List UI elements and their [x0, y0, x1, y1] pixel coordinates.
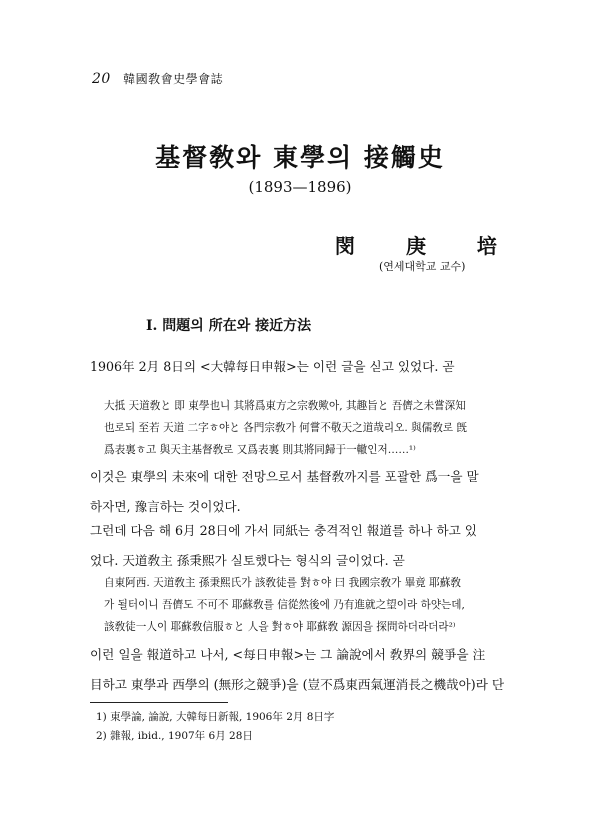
footnote-divider	[90, 702, 228, 703]
footnotes	[96, 708, 334, 746]
paragraph-2	[90, 462, 518, 522]
paragraph-line: 目하고 東學과 西學의 (無形之競爭)을 (豈不爲東西氣運消長之機哉아)라 단	[90, 677, 505, 692]
author-name: 閔 庚 培	[335, 234, 519, 258]
article-years: (1893—1896)	[248, 178, 352, 196]
paragraph-1: 1906年 2月 8日의 <大韓每日申報>는 이런 글을 싣고 있었다. 곧	[90, 359, 455, 374]
running-header	[92, 70, 223, 87]
footnote-2: 2) 雜報, ibid., 1907年 6月 28日	[96, 730, 253, 742]
quote-line: 自東阿西. 天道敎主 孫秉熙氏가 該敎徒를 對ㅎ야 曰 我國宗敎가 畢竟 耶蘇敎	[104, 577, 461, 589]
journal-name: 韓國敎會史學會誌	[123, 72, 224, 86]
paragraph-4	[90, 640, 518, 700]
paragraph-3	[90, 516, 518, 576]
quote-block-2	[104, 572, 520, 638]
quote-line: 大抵 天道敎と 即 東學也니 其將爲東方之宗敎歟아, 其趣旨と 吾儕之未嘗深知	[104, 400, 466, 412]
quote-line: 爲表裏ㅎ고 與天主基督敎로 又爲表裏 則其將同歸于一轍인저……¹⁾	[104, 444, 416, 456]
paragraph-line: 하자면, 豫言하는 것이었다.	[90, 499, 241, 514]
paragraph-line: 이런 일을 報道하고 나서, <每日申報>는 그 論說에서 敎界의 競爭을 注	[90, 647, 486, 662]
page-number: 20	[92, 71, 111, 87]
quote-line: 也로되 至若 天道 二字ㅎ야と 各門宗敎가 何嘗不敬天之道哉리오. 與儒敎로 旣	[104, 422, 468, 434]
author-affiliation: (연세대학교 교수)	[379, 260, 466, 273]
quote-block-1	[104, 395, 520, 461]
quote-line: 가 될터이니 吾儕도 不可不 耶蘇敎를 信從然後에 乃有進就之望이라 하얏는데,	[104, 599, 465, 611]
quote-line: 該敎徒一人이 耶蘇敎信服ㅎと 人을 對ㅎ야 耶蘇敎 源因을 探問하더라더라²⁾	[104, 621, 456, 633]
footnote-1: 1) 東學論, 論說, 大韓每日新報, 1906年 2月 8日字	[96, 711, 335, 723]
paragraph-line: 었다. 天道敎主 孫秉熙가 실토했다는 형식의 글이었다. 곧	[90, 553, 405, 568]
section-heading: I. 問題의 所在와 接近方法	[146, 318, 312, 334]
paragraph-line: 이것은 東學의 未來에 대한 전망으로서 基督敎까지를 포괄한 爲一을 말	[90, 469, 479, 484]
paragraph-line: 그런데 다음 해 6月 28日에 가서 同紙는 충격적인 報道를 하나 하고 있	[90, 523, 477, 538]
article-title: 基督敎와 東學의 接觸史	[155, 143, 445, 172]
